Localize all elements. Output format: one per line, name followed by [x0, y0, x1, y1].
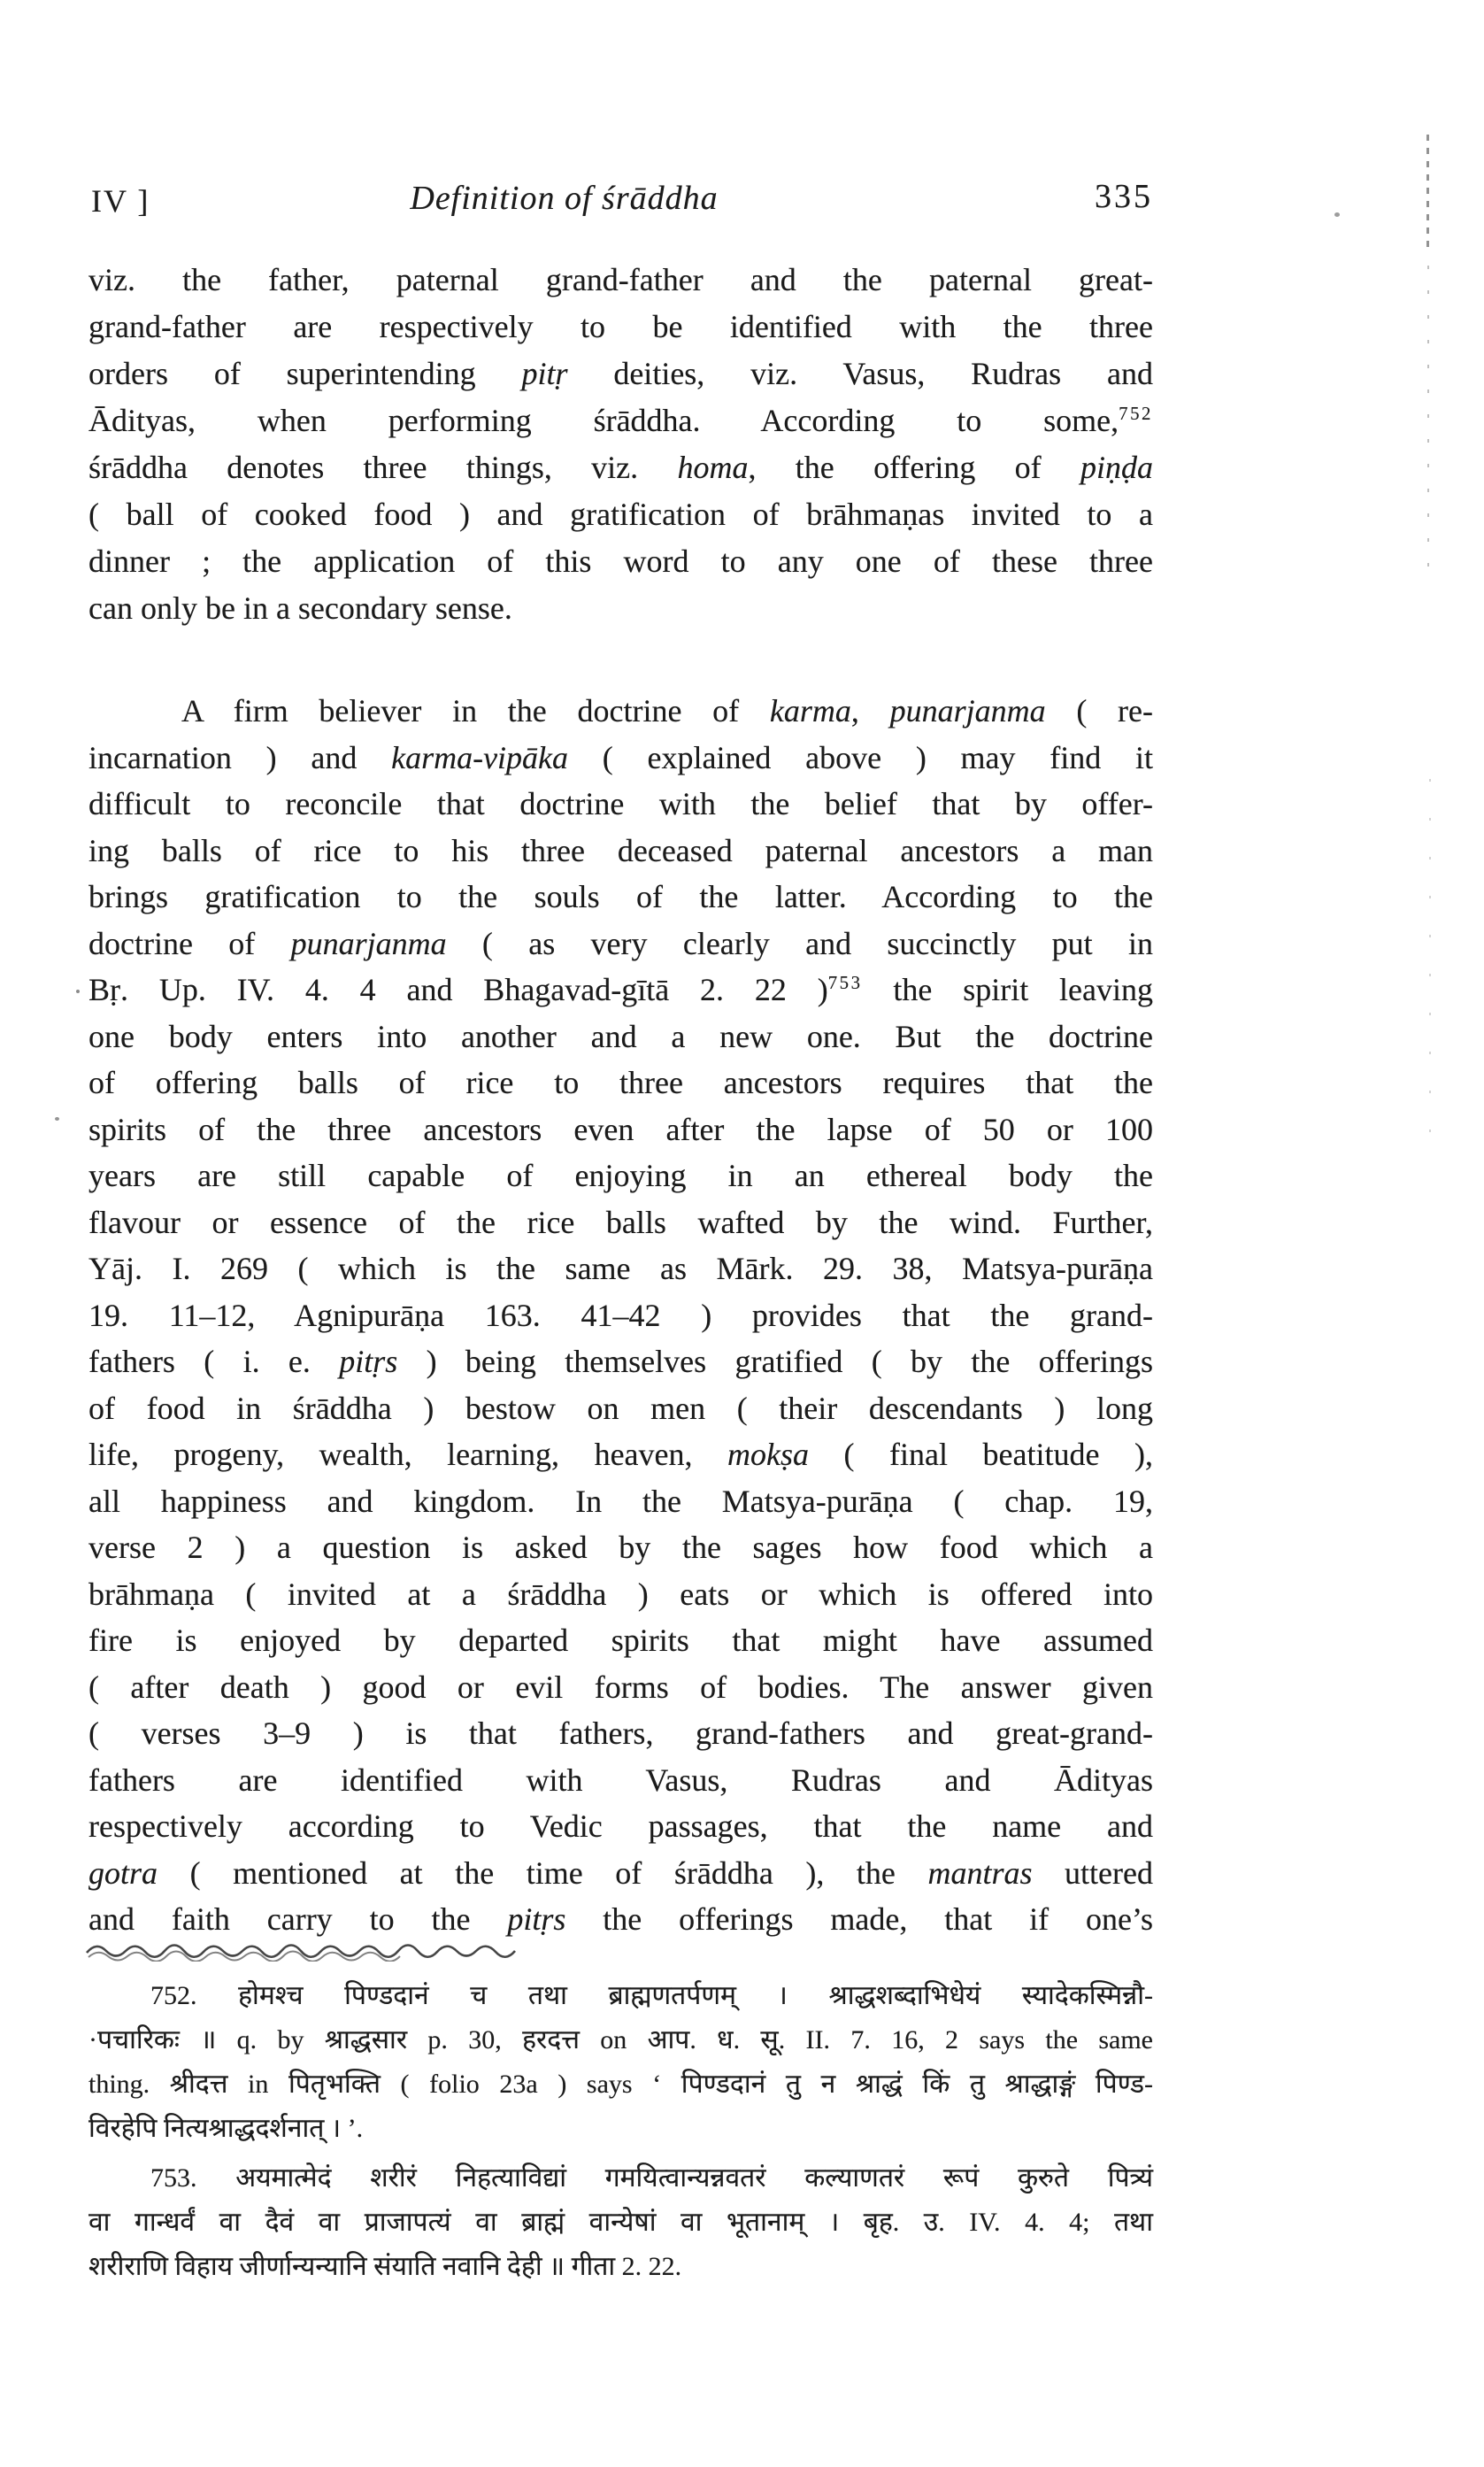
text-line: ing balls of rice to his three deceased paternal ancestors a man [88, 832, 1153, 868]
text-line: brings gratification to the souls of the latter. According to the [88, 879, 1153, 914]
scan-artifact [55, 1117, 59, 1121]
text-line: and faith carry to the pitṛs the offerings made, that if one’s [88, 1901, 1153, 1937]
text-line: of offering balls of rice to three ancestors requires that the [88, 1065, 1153, 1100]
text-line: वा गान्धर्वं वा दैवं वा प्राजापत्यं वा ब्राह्मं वान्येषां वा भूतानाम् । बृह. उ. IV. 4. 4; तथा [88, 2208, 1153, 2237]
scan-artifact [1426, 135, 1429, 248]
text-line: difficult to reconcile that doctrine with the belief that by offer- [88, 786, 1153, 821]
text-line: fathers are identified with Vasus, Rudras and Ādityas [88, 1762, 1153, 1798]
text-line: शरीराणि विहाय जीर्णान्यन्यानि संयाति नवानि देही ॥ गीता 2. 22. [88, 2252, 682, 2281]
text-line: one body enters into another and a new one. But the doctrine [88, 1018, 1153, 1054]
text-line: can only be in a secondary sense. [88, 590, 512, 626]
scan-artifact [1427, 266, 1429, 567]
footnote-separator [85, 1939, 536, 1962]
text-line: brāhmaṇa ( invited at a śrāddha ) eats or which is offered into [88, 1576, 1153, 1612]
paragraph [88, 257, 1153, 632]
text-line: ·पचारिकः ॥ q. by श्राद्धसार p. 30, हरदत्त on आप. ध. सू. II. 7. 16, 2 says the same [88, 2025, 1153, 2055]
text-line: thing. श्रीदत्त in पितृभक्ति ( folio 23a ) says ‘ पिण्डदानं तु न श्राद्धं किं तु श्राद्धाङ्गं पिण्ड- [88, 2070, 1153, 2099]
text-line: respectively according to Vedic passages, that the name and [88, 1808, 1153, 1844]
text-line: ( after death ) good or evil forms of bodies. The answer given [88, 1669, 1153, 1705]
page-number: 335 [1095, 178, 1153, 215]
text-line: viz. the father, paternal grand-father and the paternal great- [88, 262, 1153, 297]
text-line: śrāddha denotes three things, viz. homa, the offering of piṇḍa [88, 450, 1153, 485]
text-line: 753. अयमात्मेदं शरीरं निहत्याविद्यां गमयित्वान्यन्नवतरं कल्याणतरं रूपं कुरुते पित्र्यं [150, 2163, 1153, 2193]
text-line: verse 2 ) a question is asked by the sages how food which a [88, 1530, 1153, 1565]
text-line: विरहेपि नित्यश्राद्धदर्शनात् । ’. [88, 2114, 364, 2143]
text-line: spirits of the three ancestors even after the lapse of 50 or 100 [88, 1111, 1153, 1147]
text-line: gotra ( mentioned at the time of śrāddha ), the mantras uttered [88, 1854, 1153, 1891]
scan-artifact [1429, 779, 1431, 1160]
text-line: grand-father are respectively to be identified with the three [88, 309, 1153, 344]
paragraph [88, 688, 1153, 1943]
footnote [88, 1974, 1153, 2151]
text-line: of food in śrāddha ) bestow on men ( their descendants ) long [88, 1390, 1153, 1426]
text-line: flavour or essence of the rice balls wafted by the wind. Further, [88, 1204, 1153, 1240]
text-line: Yāj. I. 269 ( which is the same as Mārk. 29. 38, Matsya-purāṇa [88, 1251, 1153, 1286]
text-line: life, progeny, wealth, learning, heaven, mokṣa ( final beatitude ), [88, 1437, 1153, 1472]
text-line: orders of superintending pitṛ deities, viz. Vasus, Rudras and [88, 356, 1153, 391]
text-line: fathers ( i. e. pitṛs ) being themselves gratified ( by the offerings [88, 1344, 1153, 1379]
text-line: 752. होमश्च पिण्डदानं च तथा ब्राह्मणतर्पणम् । श्राद्धशब्दाभिधेयं स्यादेकस्मिन्नौ- [150, 1981, 1153, 2010]
text-line: fire is enjoyed by departed spirits that might have assumed [88, 1623, 1153, 1658]
scan-artifact [76, 990, 80, 993]
text-line: 19. 11–12, Agnipurāṇa 163. 41–42 ) provides that the grand- [88, 1297, 1153, 1333]
text-line: Ādityas, when performing śrāddha. According to some,$^{752}$ [88, 403, 1153, 438]
text-line: all happiness and kingdom. In the Matsya-purāṇa ( chap. 19, [88, 1483, 1153, 1519]
page-title: Definition of śrāddha [410, 180, 719, 217]
text-line: incarnation ) and karma-vipāka ( explained above ) may find it [88, 739, 1153, 775]
text-line: A firm believer in the doctrine of karma, punarjanma ( re- [181, 693, 1153, 729]
text-line: dinner ; the application of this word to any one of these three [88, 544, 1153, 579]
text-line: ( ball of cooked food ) and gratification of brāhmaṇas invited to a [88, 497, 1153, 532]
text-line: Bṛ. Up. IV. 4. 4 and Bhagavad-gītā 2. 22 )$^{753}$ the spirit leaving [88, 972, 1154, 1007]
header-section-label: IV ] [91, 183, 150, 219]
footnote [88, 2156, 1153, 2289]
scan-artifact [1334, 212, 1340, 217]
text-line: ( verses 3–9 ) is that fathers, grand-fathers and great-grand- [88, 1715, 1153, 1751]
text-line: years are still capable of enjoying in an ethereal body the [88, 1158, 1153, 1193]
text-line: doctrine of punarjanma ( as very clearly and succinctly put in [88, 925, 1154, 961]
